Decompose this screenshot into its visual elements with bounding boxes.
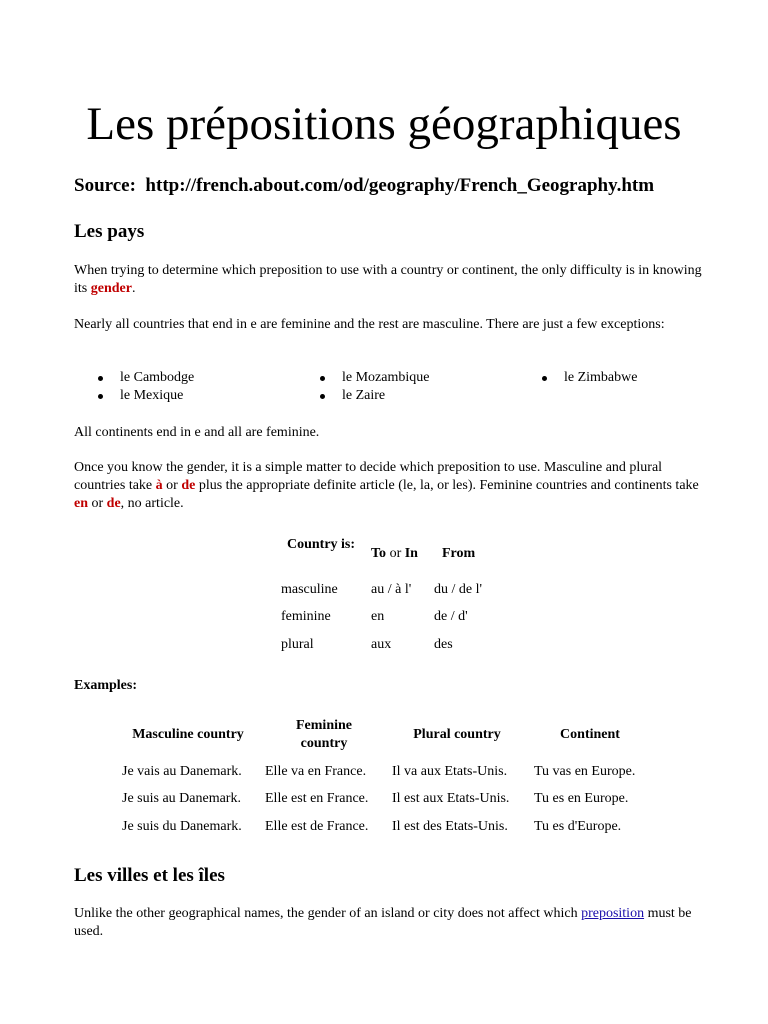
table-cell: de / d': [434, 609, 468, 624]
table-header-from: From: [442, 546, 476, 561]
bullet-icon: [98, 394, 103, 399]
table-cell: aux: [371, 637, 392, 652]
table-cell: Elle est en France.: [265, 791, 369, 806]
table-cell: au / à l': [371, 582, 412, 597]
bullet-icon: [320, 376, 325, 381]
table-header: Continent: [560, 727, 620, 742]
paragraph-text: , no article.: [120, 496, 184, 511]
paragraph-text: or: [162, 478, 182, 493]
table-cell: Tu vas en Europe.: [534, 764, 636, 779]
table-cell: masculine: [281, 582, 338, 597]
paragraph-exceptions: Nearly all countries that end in e are feminine and the rest are masculine. There are just a few exceptions:: [74, 317, 665, 332]
list-item-text: le Zimbabwe: [564, 370, 638, 385]
header-or: or: [386, 546, 405, 561]
table-header: Feminine country: [296, 718, 352, 751]
examples-label: Examples:: [74, 678, 137, 693]
section-heading-les-pays: Les pays: [74, 221, 145, 242]
source-url: http://french.about.com/od/geography/French_Geography.htm: [145, 175, 655, 196]
table-cell: Il va aux Etats-Unis.: [392, 764, 508, 779]
page-title: Les prépositions géographiques: [86, 98, 682, 150]
table-cell: Je suis au Danemark.: [122, 791, 241, 806]
header-in: In: [404, 546, 418, 561]
section-heading-villes-iles: Les villes et les îles: [74, 865, 225, 886]
table-cell: des: [434, 637, 453, 652]
paragraph-gender: [74, 262, 704, 298]
gender-link[interactable]: gender: [90, 281, 132, 296]
paragraph-text: When trying to determine which preposition to use with a country or continent, the only difficulty is in knowing its: [74, 263, 702, 296]
table-cell: Tu es en Europe.: [534, 791, 629, 806]
paragraph-islands: [74, 905, 704, 941]
table-header: Masculine country: [132, 727, 244, 742]
table-cell: Il est des Etats-Unis.: [392, 819, 508, 834]
source-label: Source:: [74, 175, 136, 196]
table-cell: Tu es d'Europe.: [534, 819, 622, 834]
header-to: To: [371, 546, 387, 561]
table-header-to-in: [371, 545, 418, 563]
list-item-text: le Mozambique: [342, 370, 430, 385]
preposition-link[interactable]: preposition: [581, 906, 645, 921]
table-cell: feminine: [281, 609, 331, 624]
table-header-country: Country is:: [286, 537, 356, 552]
paragraph-continents: All continents end in e and all are feminine.: [74, 425, 320, 440]
paragraph-text: Unlike the other geographical names, the gender of an island or city does not affect which: [74, 906, 582, 921]
highlight-a: à: [155, 478, 163, 493]
paragraph-text: must be used.: [74, 906, 692, 939]
highlight-de: de: [106, 496, 121, 511]
bullet-icon: [542, 376, 547, 381]
table-cell: Elle est de France.: [265, 819, 369, 834]
paragraph-text: Once you know the gender, it is a simple matter to decide which preposition to use. Masculine and plural countries take: [74, 460, 663, 493]
bullet-icon: [98, 376, 103, 381]
table-cell: Il est aux Etats-Unis.: [392, 791, 510, 806]
highlight-en: en: [74, 496, 88, 511]
table-cell: Je vais au Danemark.: [122, 764, 242, 779]
list-item-text: le Mexique: [120, 388, 184, 403]
table-cell: Je suis du Danemark.: [122, 819, 242, 834]
source-line: [74, 175, 654, 197]
paragraph-text: or: [88, 496, 107, 511]
table-header: Plural country: [413, 727, 501, 742]
paragraph-text: .: [131, 281, 136, 296]
list-item-text: le Cambodge: [120, 370, 195, 385]
highlight-de: de: [181, 478, 196, 493]
list-item-text: le Zaire: [342, 388, 386, 403]
table-cell: en: [371, 609, 385, 624]
paragraph-prepositions: [74, 459, 704, 513]
table-cell: Elle va en France.: [265, 764, 367, 779]
table-cell: plural: [281, 637, 314, 652]
bullet-icon: [320, 394, 325, 399]
table-cell: du / de l': [434, 582, 483, 597]
paragraph-text: plus the appropriate definite article (le, la, or les). Feminine countries and continents take: [195, 478, 699, 493]
